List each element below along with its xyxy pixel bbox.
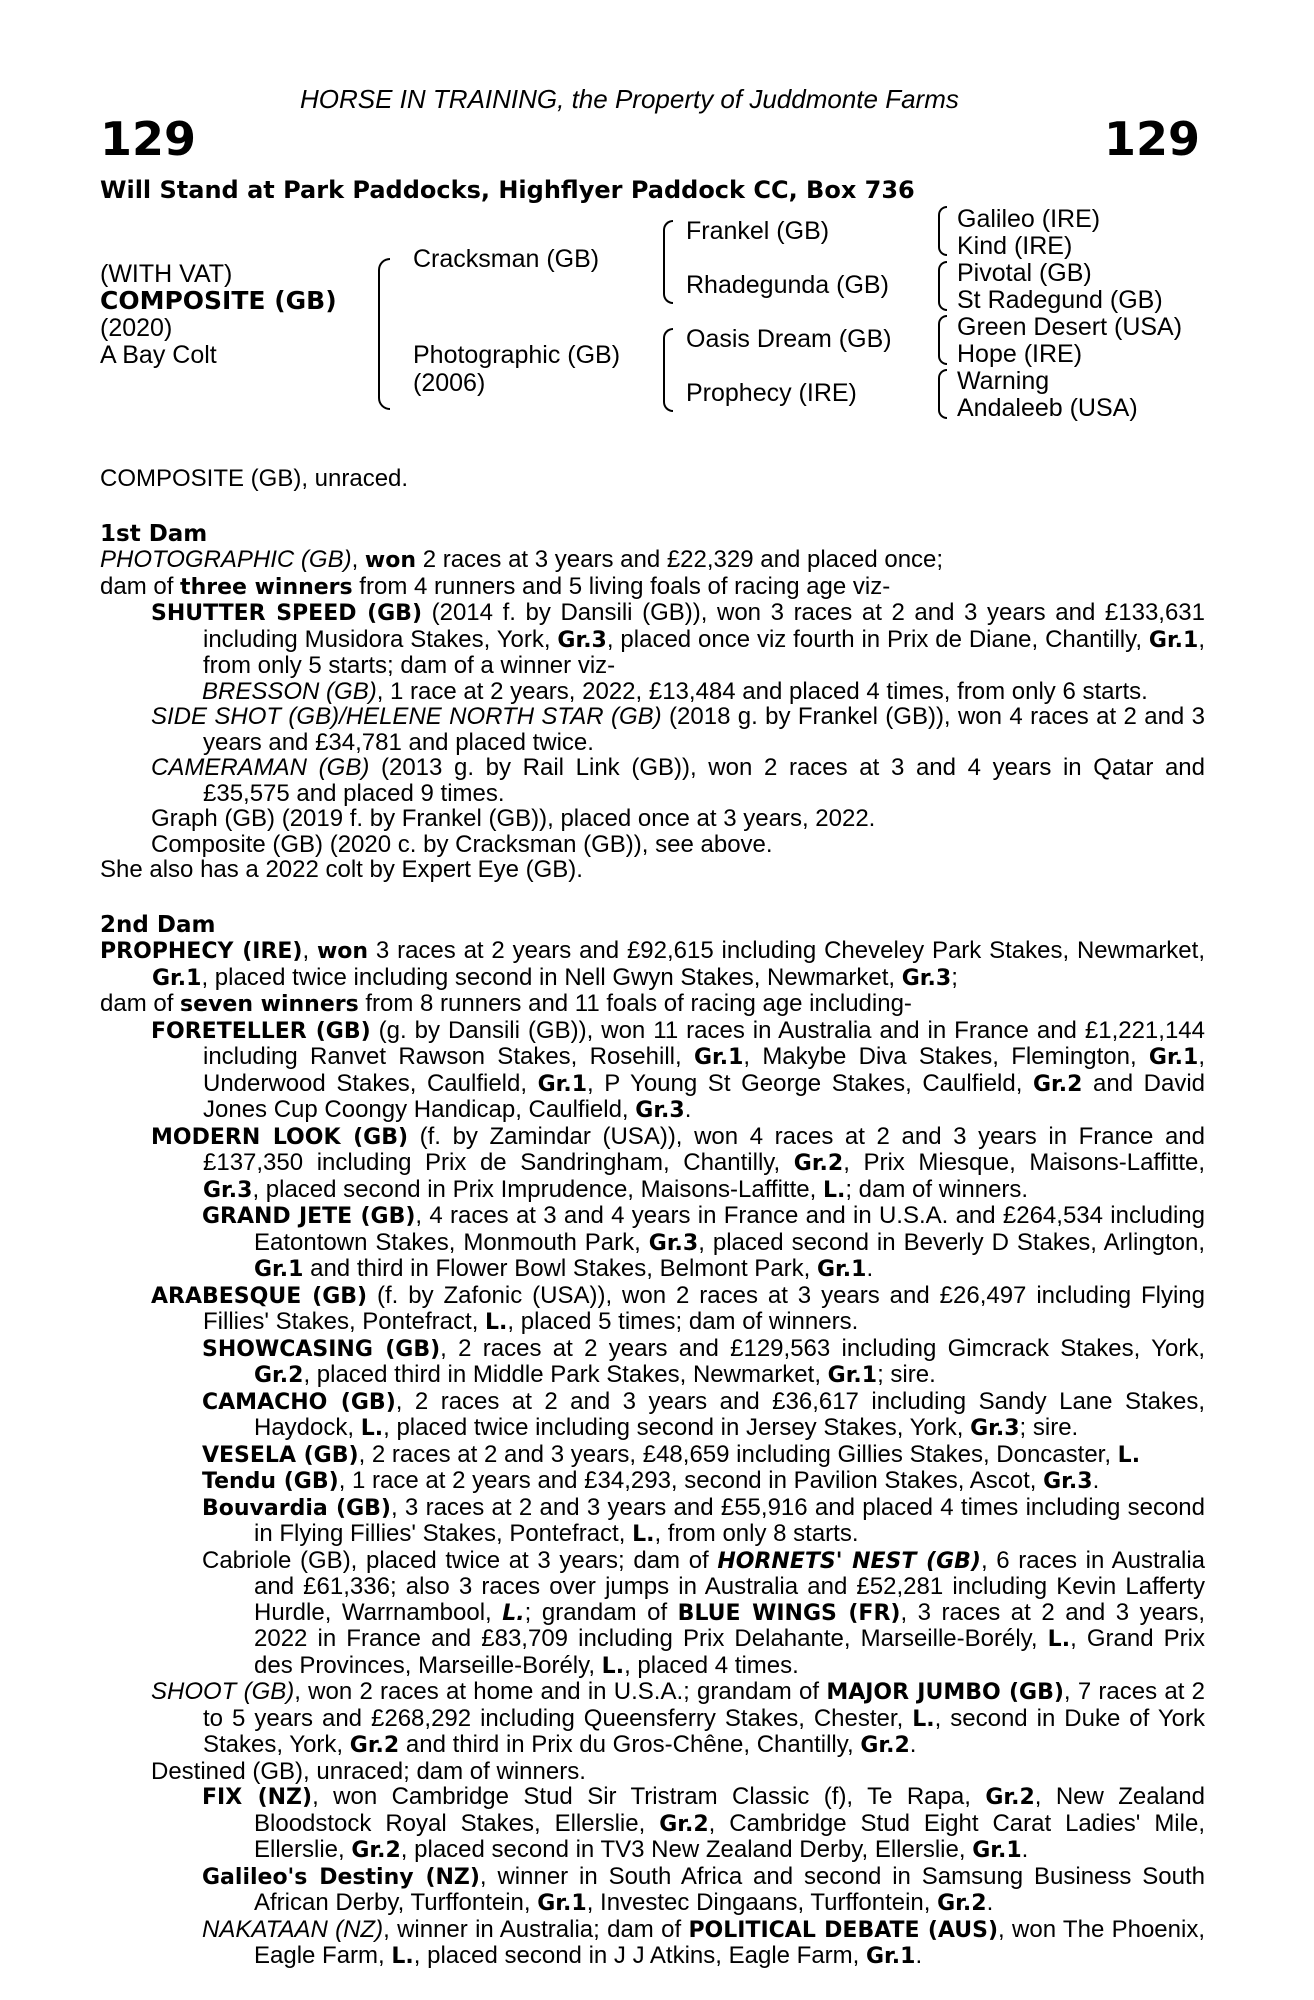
produce-entry: SIDE SHOT (GB)/HELENE NORTH STAR (GB) (2018 g. by Frankel (GB)), won 4 races at 2 and 3 years and £34,781 and placed twice.	[151, 703, 1205, 756]
lot-number-right: 129	[1104, 112, 1201, 166]
produce-entry: Composite (GB) (2020 c. by Cracksman (GB)), see above.	[151, 830, 773, 858]
ped-dss: Green Desert (USA)	[957, 313, 1183, 341]
sire-dam: Rhadegunda (GB)	[686, 271, 889, 299]
brace	[938, 369, 947, 419]
lot-number-left: 129	[100, 112, 197, 166]
dam-produce-line: dam of three winners from 4 runners and 5 living foals of racing age viz-	[100, 572, 891, 600]
brace	[938, 261, 947, 311]
ped-ddd: Andaleeb (USA)	[957, 394, 1138, 422]
brace	[378, 258, 390, 410]
vat-label: (WITH VAT)	[100, 260, 233, 288]
dam-year: (2006)	[413, 369, 486, 397]
ped-dsd: Hope (IRE)	[957, 340, 1083, 368]
horse-name: COMPOSITE (GB)	[100, 286, 337, 315]
brace	[663, 220, 673, 304]
catalogue-text	[100, 466, 1205, 1970]
second-dam-heading: 2nd Dam	[100, 911, 216, 938]
stand-location: Will Stand at Park Paddocks, Highflyer Paddock CC, Box 736	[100, 176, 915, 204]
ped-dds: Warning	[957, 367, 1050, 395]
produce-entry: Graph (GB) (2019 f. by Frankel (GB)), placed once at 3 years, 2022.	[151, 805, 876, 832]
horse-year: (2020)	[100, 314, 173, 342]
produce-entry: Galileo's Destiny (NZ), winner in South Africa and second in Samsung Business South African Derby, Turffontein, Gr.1, Investec Dingaans, Turffontein, Gr.2.	[202, 1862, 1205, 1916]
produce-entry: NAKATAAN (NZ), winner in Australia; dam of POLITICAL DEBATE (AUS), won The Phoenix, Eagle Farm, L., placed second in J J Atkins, Eagle Farm, Gr.1.	[202, 1915, 1205, 1969]
ped-ssd: Kind (IRE)	[957, 232, 1073, 260]
produce-entry: Destined (GB), unraced; dam of winners.	[151, 1757, 586, 1785]
produce-entry: GRAND JETE (GB), 4 races at 3 and 4 years in France and in U.S.A. and £264,534 including Eatontown Stakes, Monmouth Park, Gr.3, placed second in Beverly D Stakes, Arlington, Gr.1 and third in Flower Bowl Stakes, Belmont Park, Gr.1.	[202, 1202, 1205, 1282]
sire-name: Cracksman (GB)	[413, 245, 600, 273]
produce-entry: VESELA (GB), 2 races at 2 and 3 years, £48,659 including Gillies Stakes, Doncaster, L.	[202, 1440, 1141, 1468]
page-header: HORSE IN TRAINING, the Property of Juddmonte Farms	[300, 84, 959, 114]
produce-entry: Cabriole (GB), placed twice at 3 years; dam of HORNETS' NEST (GB), 6 races in Australia and £61,336; also 3 races over jumps in Australia and £52,281 including Kevin Lafferty Hurdle, Warrnambool, L.; grandam of BLUE WINGS (FR), 3 races at 2 and 3 years, 2022 in France and £83,709 including Prix Delahante, Marseille-Borély, L., Grand Prix des Provinces, Marseille-Borély, L., placed 4 times.	[202, 1546, 1206, 1679]
produce-entry: CAMERAMAN (GB) (2013 g. by Rail Link (GB)), won 2 races at 3 and 4 years in Qatar and £35,575 and placed 9 times.	[151, 754, 1206, 807]
produce-entry: SHOWCASING (GB), 2 races at 2 years and £129,563 including Gimcrack Stakes, York, Gr.2, placed third in Middle Park Stakes, Newmarket, Gr.1; sire.	[202, 1334, 1205, 1388]
dam-produce-line: dam of seven winners from 8 runners and 11 foals of racing age including-	[100, 990, 912, 1017]
ped-sdd: St Radegund (GB)	[957, 286, 1163, 314]
sire-sire: Frankel (GB)	[686, 217, 830, 245]
first-dam-heading: 1st Dam	[100, 520, 208, 547]
produce-entry: CAMACHO (GB), 2 races at 2 and 3 years and £36,617 including Sandy Lane Stakes, Haydock, L., placed twice including second in Jersey Stakes, York, Gr.3; sire.	[202, 1387, 1205, 1441]
brace	[938, 315, 947, 365]
produce-entry: ARABESQUE (GB) (f. by Zafonic (USA)), won 2 races at 3 years and £26,497 including Flying Fillies' Stakes, Pontefract, L., placed 5 times; dam of winners.	[151, 1281, 1205, 1335]
brace	[938, 206, 947, 256]
produce-entry: FIX (NZ), won Cambridge Stud Sir Tristram Classic (f), Te Rapa, Gr.2, New Zealand Bloodstock Royal Stakes, Ellerslie, Gr.2, Cambridge Stud Eight Carat Ladies' Mile, Ellerslie, Gr.2, placed second in TV3 New Zealand Derby, Ellerslie, Gr.1.	[202, 1783, 1205, 1863]
produce-note: She also has a 2022 colt by Expert Eye (GB).	[100, 856, 583, 883]
dam-sire: Oasis Dream (GB)	[686, 325, 892, 353]
ped-sds: Pivotal (GB)	[957, 259, 1092, 287]
dam-paragraph: PHOTOGRAPHIC (GB), won 2 races at 3 years and £22,329 and placed once;	[100, 546, 944, 573]
produce-entry: Tendu (GB), 1 race at 2 years and £34,293, second in Pavilion Stakes, Ascot, Gr.3.	[202, 1467, 1100, 1494]
horse-description: A Bay Colt	[100, 341, 217, 369]
produce-entry: Bouvardia (GB), 3 races at 2 and 3 years and £55,916 and placed 4 times including second in Flying Fillies' Stakes, Pontefract, L., from only 8 starts.	[202, 1493, 1205, 1547]
brace	[663, 328, 673, 412]
intro-line: COMPOSITE (GB), unraced.	[100, 465, 409, 492]
produce-entry: BRESSON (GB), 1 race at 2 years, 2022, £13,484 and placed 4 times, from only 6 starts.	[202, 677, 1148, 705]
produce-entry: SHOOT (GB), won 2 races at home and in U.S.A.; grandam of MAJOR JUMBO (GB), 7 races at 2 to 5 years and £268,292 including Queensferry Stakes, Chester, L., second in Duke of York Stakes, York, Gr.2 and third in Prix du Gros-Chêne, Chantilly, Gr.2.	[151, 1678, 1205, 1758]
produce-entry: FORETELLER (GB) (g. by Dansili (GB)), won 11 races in Australia and in France and £1,221,144 including Ranvet Rawson Stakes, Rosehill, Gr.1, Makybe Diva Stakes, Flemington, Gr.1, Underwood Stakes, Caulfield, Gr.1, P Young St George Stakes, Caulfield, Gr.2 and David Jones Cup Coongy Handicap, Caulfield, Gr.3.	[151, 1016, 1205, 1123]
dam-dam: Prophecy (IRE)	[686, 379, 857, 407]
ped-sss: Galileo (IRE)	[957, 205, 1101, 233]
dam-name: Photographic (GB)	[413, 341, 621, 369]
dam-paragraph: PROPHECY (IRE), won 3 races at 2 years and £92,615 including Cheveley Park Stakes, Newmarket, Gr.1, placed twice including second in Nell Gwyn Stakes, Newmarket, Gr.3;	[100, 937, 1205, 991]
produce-entry: MODERN LOOK (GB) (f. by Zamindar (USA)), won 4 races at 2 and 3 years in France and £137,350 including Prix de Sandringham, Chantilly, Gr.2, Prix Miesque, Maisons-Laffitte, Gr.3, placed second in Prix Imprudence, Maisons-Laffitte, L.; dam of winners.	[151, 1122, 1205, 1203]
produce-entry: SHUTTER SPEED (GB) (2014 f. by Dansili (GB)), won 3 races at 2 and 3 years and £133,631 including Musidora Stakes, York, Gr.3, placed once viz fourth in Prix de Diane, Chantilly, Gr.1, from only 5 starts; dam of a winner viz-	[151, 599, 1206, 679]
